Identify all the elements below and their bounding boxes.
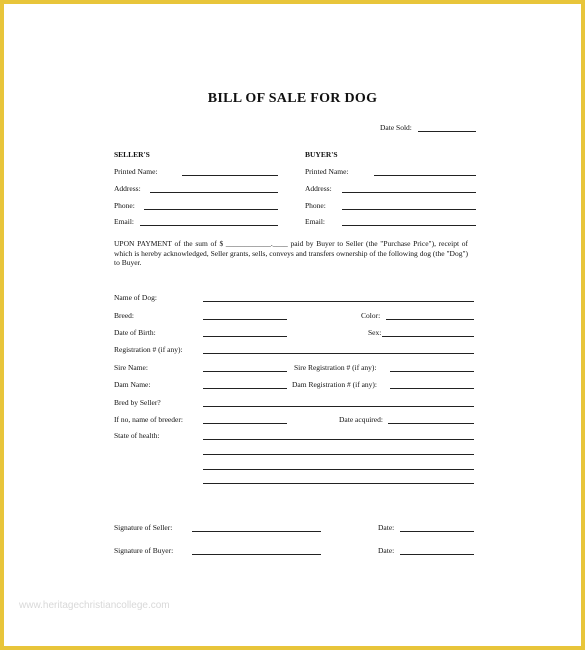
sex-field[interactable] [382,336,474,337]
state-of-health-label: State of health: [114,431,160,440]
seller-signature-label: Signature of Seller: [114,523,173,532]
bred-by-seller-label: Bred by Seller? [114,398,161,407]
date-acquired-field[interactable] [388,423,474,424]
breed-field[interactable] [203,319,287,320]
color-label: Color: [361,311,381,320]
breeder-name-field[interactable] [203,423,287,424]
seller-address-label: Address: [114,184,141,193]
seller-phone-field[interactable] [144,209,278,210]
breed-label: Breed: [114,311,134,320]
date-sold-field[interactable] [418,131,476,132]
buyer-printed-name-label: Printed Name: [305,167,349,176]
seller-date-label: Date: [378,523,395,532]
state-of-health-line-3[interactable] [203,469,474,470]
buyer-signature-label: Signature of Buyer: [114,546,174,555]
registration-label: Registration # (if any): [114,345,183,354]
buyer-email-field[interactable] [342,225,476,226]
sire-name-field[interactable] [203,371,287,372]
date-acquired-label: Date acquired: [339,415,383,424]
dam-name-field[interactable] [203,388,287,389]
state-of-health-line-2[interactable] [203,454,474,455]
seller-email-field[interactable] [140,225,278,226]
buyer-phone-field[interactable] [342,209,476,210]
payment-paragraph: UPON PAYMENT of the sum of $ ____________.____ paid by Buyer to Seller (the "Purchase Price"), receipt of which is hereby acknowledged, Seller grants, sells, conveys and transfers ownership of the following dog (the "Dog") to Buyer. [114,239,468,267]
buyer-address-label: Address: [305,184,332,193]
buyer-email-label: Email: [305,217,325,226]
seller-address-field[interactable] [150,192,278,193]
buyer-heading: BUYER'S [305,150,338,159]
dam-registration-label: Dam Registration # (if any): [292,380,377,389]
bred-by-seller-field[interactable] [203,406,474,407]
sire-registration-field[interactable] [390,371,474,372]
state-of-health-line-4[interactable] [203,483,474,484]
dam-registration-field[interactable] [390,388,474,389]
buyer-signature-field[interactable] [192,554,321,555]
dog-name-field[interactable] [203,301,474,302]
dog-name-label: Name of Dog: [114,293,157,302]
seller-printed-name-label: Printed Name: [114,167,158,176]
breeder-name-label: If no, name of breeder: [114,415,183,424]
sex-label: Sex: [368,328,382,337]
sire-name-label: Sire Name: [114,363,148,372]
buyer-printed-name-field[interactable] [374,175,476,176]
seller-phone-label: Phone: [114,201,135,210]
document-title: BILL OF SALE FOR DOG [207,91,378,106]
sire-registration-label: Sire Registration # (if any): [294,363,377,372]
date-sold-label: Date Sold: [380,123,412,132]
date-of-birth-label: Date of Birth: [114,328,156,337]
seller-date-field[interactable] [400,531,474,532]
date-of-birth-field[interactable] [203,336,287,337]
seller-heading: SELLER'S [114,150,150,159]
seller-signature-field[interactable] [192,531,321,532]
buyer-phone-label: Phone: [305,201,326,210]
color-field[interactable] [386,319,474,320]
dam-name-label: Dam Name: [114,380,151,389]
seller-printed-name-field[interactable] [182,175,278,176]
buyer-date-label: Date: [378,546,395,555]
buyer-address-field[interactable] [342,192,476,193]
document-page [4,4,581,646]
watermark: www.heritagechristiancollege.com [19,600,170,611]
registration-field[interactable] [203,353,474,354]
state-of-health-field[interactable] [203,439,474,440]
buyer-date-field[interactable] [400,554,474,555]
seller-email-label: Email: [114,217,134,226]
